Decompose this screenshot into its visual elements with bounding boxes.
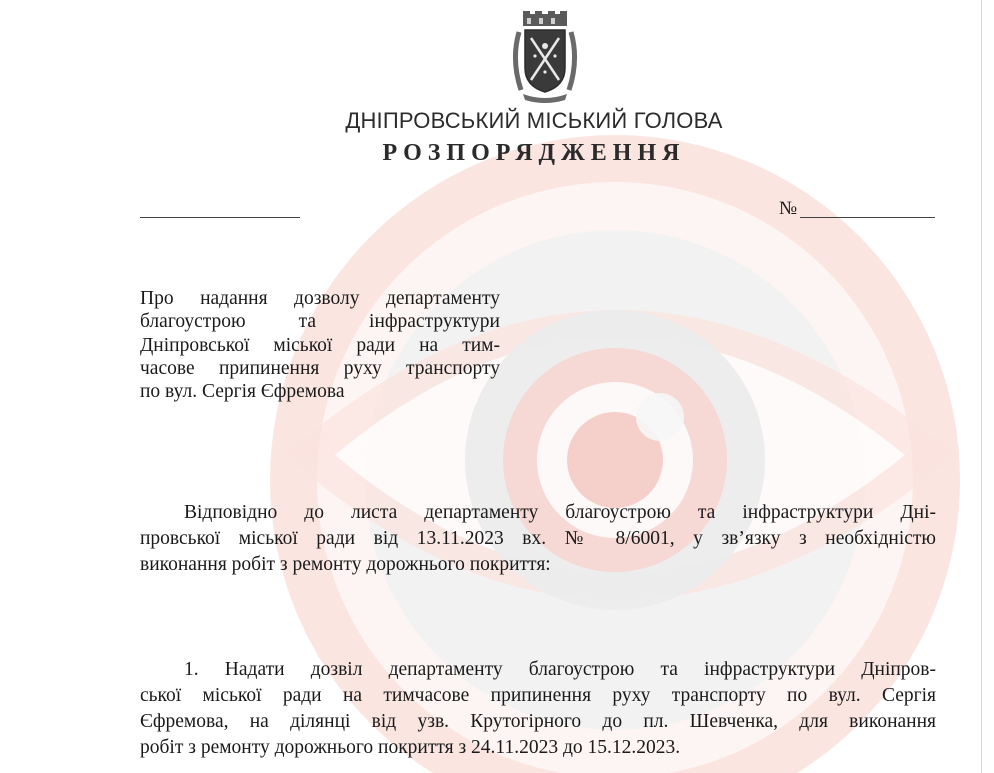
preamble-paragraph <box>140 500 936 578</box>
paragraph-line: ської міської ради на тимчасове припинення руху транспорту по вул. Сергія <box>140 685 936 706</box>
subject-line: благоустрою та інфраструктури <box>140 311 500 333</box>
subject-block <box>140 287 500 403</box>
paragraph-line: Відповідно до листа департаменту благоустрою та інфраструктури Дні- <box>184 502 936 523</box>
subject-line: Про надання дозволу департаменту <box>140 288 500 309</box>
coat-of-arms-icon <box>509 10 581 105</box>
paragraph-line: Єфремова, на ділянці від узв. Крутогірного до пл. Шевченка, для виконання <box>140 711 936 732</box>
paragraph-line: виконання робіт з ремонту дорожнього покриття: <box>140 554 551 575</box>
paragraph-line: 1. Надати дозвіл департаменту благоустрою та інфраструктури Дніпров- <box>184 659 936 680</box>
item-1-paragraph <box>140 657 936 761</box>
document-type-title: РОЗПОРЯДЖЕННЯ <box>382 140 686 166</box>
subject-line: Дніпровської міської ради на тим- <box>140 334 500 356</box>
subject-line: по вул. Сергія Єфремова <box>140 381 345 403</box>
number-sign: № <box>779 198 798 219</box>
number-blank-line <box>800 217 935 218</box>
subject-line: часове припинення руху транспорту <box>140 357 500 379</box>
paragraph-line: провської міської ради від 13.11.2023 вх. № 8/6001, у зв’язку з необхідністю <box>140 528 936 549</box>
paragraph-line: робіт з ремонту дорожнього покриття з 24.11.2023 до 15.12.2023. <box>140 737 681 758</box>
date-blank-line <box>140 217 300 218</box>
issuer-title: ДНІПРОВСЬКИЙ МІСЬКИЙ ГОЛОВА <box>345 108 723 133</box>
